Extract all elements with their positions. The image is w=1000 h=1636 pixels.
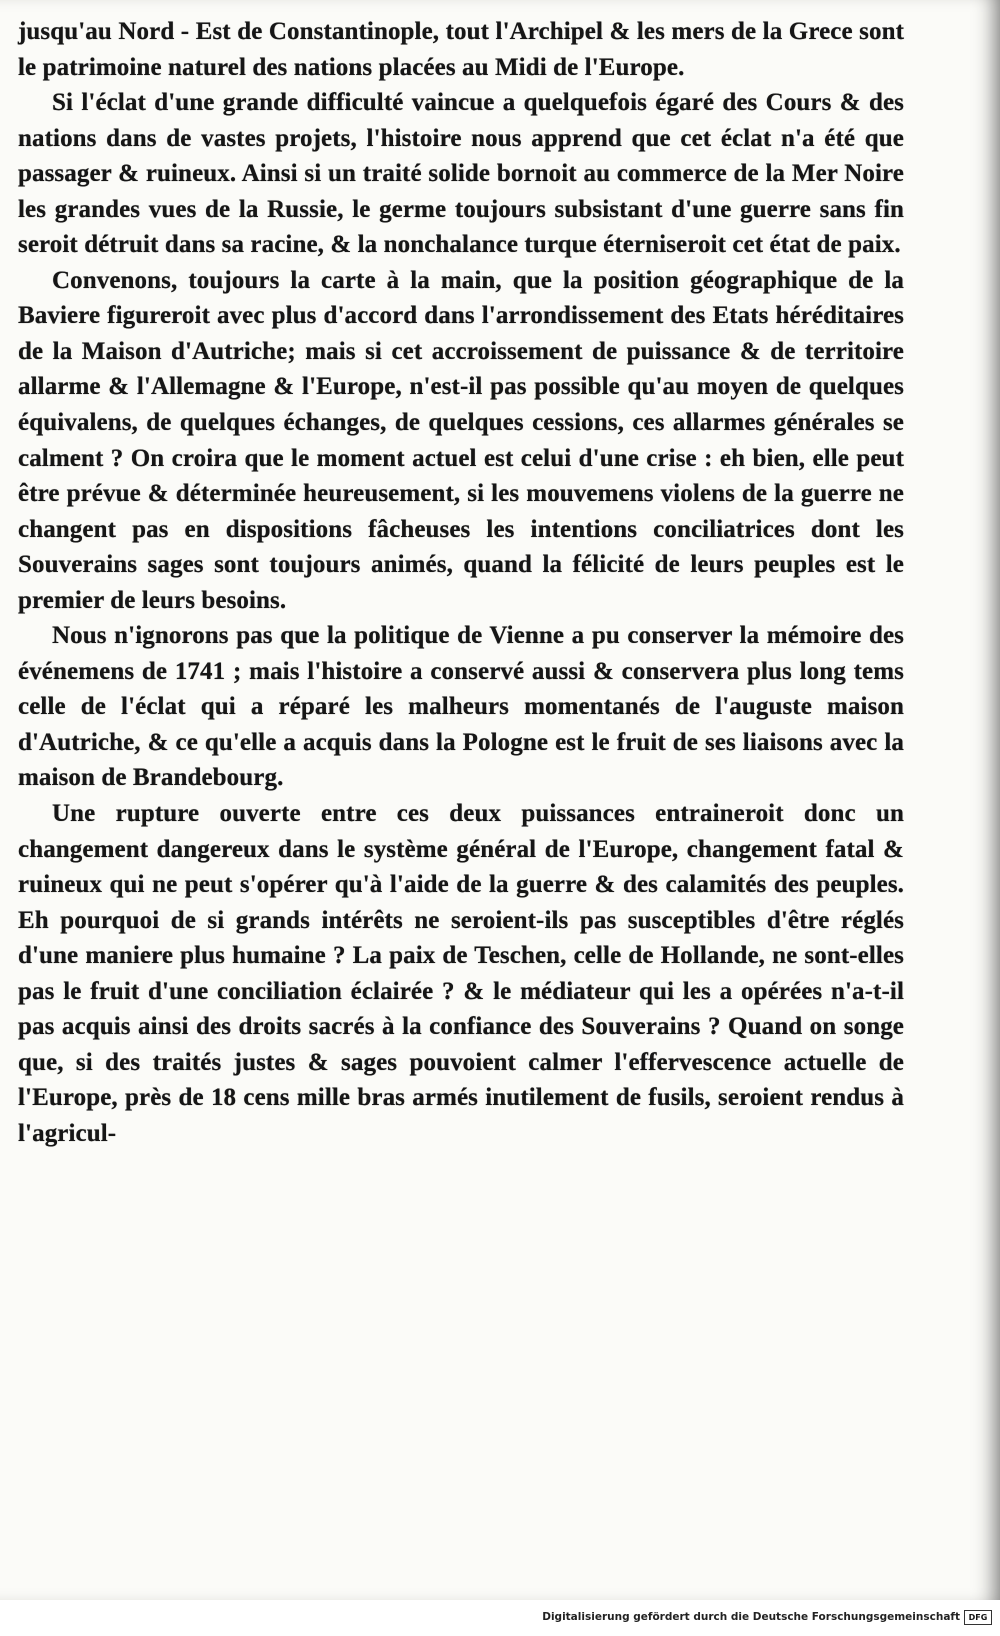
page-text-block: [18, 14, 904, 1152]
paragraph-2: Si l'éclat d'une grande difficulté vaincue a quelquefois égaré des Cours & des nations dans de vastes projets, l'histoire nous apprend que cet éclat n'a été que passager & ruineux. Ainsi si un traité solide bornoit au commerce de la Mer Noire les grandes vues de la Russie, le germe toujours subsistant d'une guerre sans fin seroit détruit dans sa racine, & la nonchalance turque éterniseroit cet état de paix.: [18, 89, 904, 259]
digitization-footer: [0, 1600, 1000, 1636]
paragraph-5: Une rupture ouverte entre ces deux puissances entraineroit donc un changement dangereux dans le système général de l'Europe, changement fatal & ruineux qui ne peut s'opérer qu'à l'aide de la guerre & des calamités des peuples. Eh pourquoi de si grands intérêts ne seroient-ils pas susceptibles d'être réglés d'une maniere plus humaine ? La paix de Teschen, celle de Hollande, ne sont-elles pas le fruit d'une conciliation éclairée ? & le médiateur qui les a opérées n'a-t-il pas acquis ainsi des droits sacrés à la confiance des Souverains ? Quand on songe que, si des traités justes & sages pouvoient calmer l'effervescence actuelle de l'Europe, près de 18 cens mille bras armés inutilement de fusils, seroient rendus à l'agricul-: [18, 800, 904, 1147]
dfg-logo-icon: DFG: [964, 1610, 992, 1625]
funding-credit: Digitalisierung gefördert durch die Deutsche Forschungsgemeinschaft: [542, 1611, 960, 1623]
paragraph-4: Nous n'ignorons pas que la politique de Vienne a pu conserver la mémoire des événemens de 1741 ; mais l'histoire a conservé aussi & conservera plus long tems celle de l'éclat qui a réparé les malheurs momentanés de l'auguste maison d'Autriche, & ce qu'elle a acquis dans la Pologne est le fruit de ses liaisons avec la maison de Brandebourg.: [18, 622, 904, 792]
paragraph-1: jusqu'au Nord - Est de Constantinople, tout l'Archipel & les mers de la Grece sont le patrimoine naturel des nations placées au Midi de l'Europe.: [18, 18, 904, 81]
paragraph-3: Convenons, toujours la carte à la main, que la position géographique de la Baviere figureroit avec plus d'accord dans l'arrondissement des Etats héréditaires de la Maison d'Autriche; mais si cet accroissement de puissance & de territoire allarme & l'Allemagne & l'Europe, n'est-il pas possible qu'au moyen de quelques équivalens, de quelques échanges, de quelques cessions, ces allarmes générales se calment ? On croira que le moment actuel est celui d'une crise : eh bien, elle peut être prévue & déterminée heureusement, si les mouvemens violens de la guerre ne changent pas en dispositions fâcheuses les intentions conciliatrices dont les Souverains sages sont toujours animés, quand la félicité de leurs peuples est le premier de leurs besoins.: [18, 266, 904, 614]
